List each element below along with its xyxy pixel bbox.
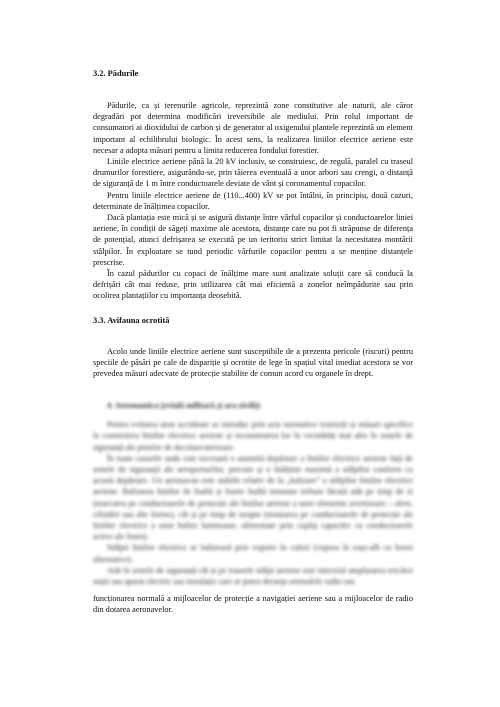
section-heading-avifauna: 3.3. Avifauna ocrotită <box>93 316 170 325</box>
bottom-paragraph <box>93 593 413 615</box>
paragraph: Acolo unde liniile electrice aeriene sunt susceptibile de a prezenta pericole (riscuri) pentru speciile de păsări pe cale de dispariție și ocrotite de lege în spațiul vital imediat acestora se vor prevedea măsuri adecvate de protecție stabilite de comun acord cu organele în drept. <box>93 347 413 379</box>
paragraph: Pădurile, ca și terenurile agricole, reprezintă zone constitutive ale naturii, ale căror degradări pot determina modificări ireversibile ale mediului. Prin rolul important de consumatori ai dioxidului de carbon și de generator al oxigenului plantele reprezintă un element important al echilibrului biologic. În acest sens, la realizarea liniilor electrice aeriene este necesar a adopta măsuri pentru a limita reducerea fondului forestier. <box>93 101 413 155</box>
paragraph: Liniile electrice aeriene până la 20 kV inclusiv, se construiesc, de regulă, paralel cu traseul drumurilor forestiere, asigurându-se, prin tăierea eventuală a unor arbori sau crengi, o distanță de siguranță de 1 m între conductoarele deviate de vânt și coronamentul copacilor. <box>93 157 413 189</box>
blurred-paragraph: Pentru evitarea unor accidente se introduc prin acte normative restricții și măsuri specifice la construirea liniilor electrice aeriene și reconstruirea lor în vecinătăți mai ales în zonele de siguranță ale pistelor de decolare/aterizare. <box>93 420 413 452</box>
section-heading-padurile: 3.2. Pădurile <box>93 69 139 78</box>
blurred-paragraph: În toate cazurile unde este necesară o anumită depărtare a liniilor electrice aeriene față de zonele de siguranță ale aeroporturilor, precum și o înălțime maximă a stâlpilor conform cu acestă depărtare. Un aeronavan este stabilit relativ de la „balizare” a stâlpilor liniilor electrice aeriene. Balizarea liniilor de înaltă și foarte înaltă tensiune trebuie făcută atât pe timp de zi (marcarea pe conductoarele de protecție ale liniilor aeriene a unor elemente avertizoare – sfere, cilindrii sau alte forme), cât și pe timp de noapte (montarea pe conductoarele de protecție ale liniilor electrice a unor balize luminoase, alimentate prin cuplaj capacitiv cu conductoarele active ale liniei). <box>93 453 413 542</box>
blurred-paragraph: Stâlpii liniilor electrice se balizează prin vopsire în culori (vopsea în roșu-alb cu benzi alternative). <box>93 543 413 564</box>
section-body-avifauna <box>93 346 413 380</box>
blurred-heading: 4. Aeronautica (zvială militară și ara zivilă) <box>107 401 261 410</box>
blurred-section <box>93 400 413 587</box>
paragraph: Pentru liniile electrice aeriene de (110...400) kV se pot întâlni, în principiu, două cazuri, determinate de înălțimea copacilor. <box>93 190 413 211</box>
paragraph: Dacă plantația este mică și se asigură distanțe între vârful copacilor și conductoarelor liniei aeriene, în condiții de săgeți maxime ale acestora, distanțe care nu pot fi străpunse de diferența de potențial, atunci defrișarea se execută pe un teritoriu strict limitat la necesitatea montării stâlpilor. În exploatare se tund periodic vârfurile copacilor pentru a se menține distanțele prescrise. <box>93 213 413 267</box>
paragraph: În cazul pădurilor cu copaci de înălțime mare sunt analizate soluții care să conducă la defrișări cât mai reduse, prin utilizarea cât mai eficientă a zonelor neîmpădurite sau prin ocolirea plantațiilor cu importanța deosebită. <box>93 269 413 301</box>
paragraph: funcționarea normală a mijloacelor de protecție a navigației aeriene sau a mijloacelor de radio din dotarea aeronavelor. <box>93 594 413 615</box>
section-body-padurile <box>93 100 413 302</box>
blurred-paragraph: Atât în zonele de siguranță cât și pe traseele stâlpi aeriene este interzisă amplasarea oricărei stații sau aparat electric sau instalație care ar putea deranja semnalele radio sau <box>93 565 413 587</box>
